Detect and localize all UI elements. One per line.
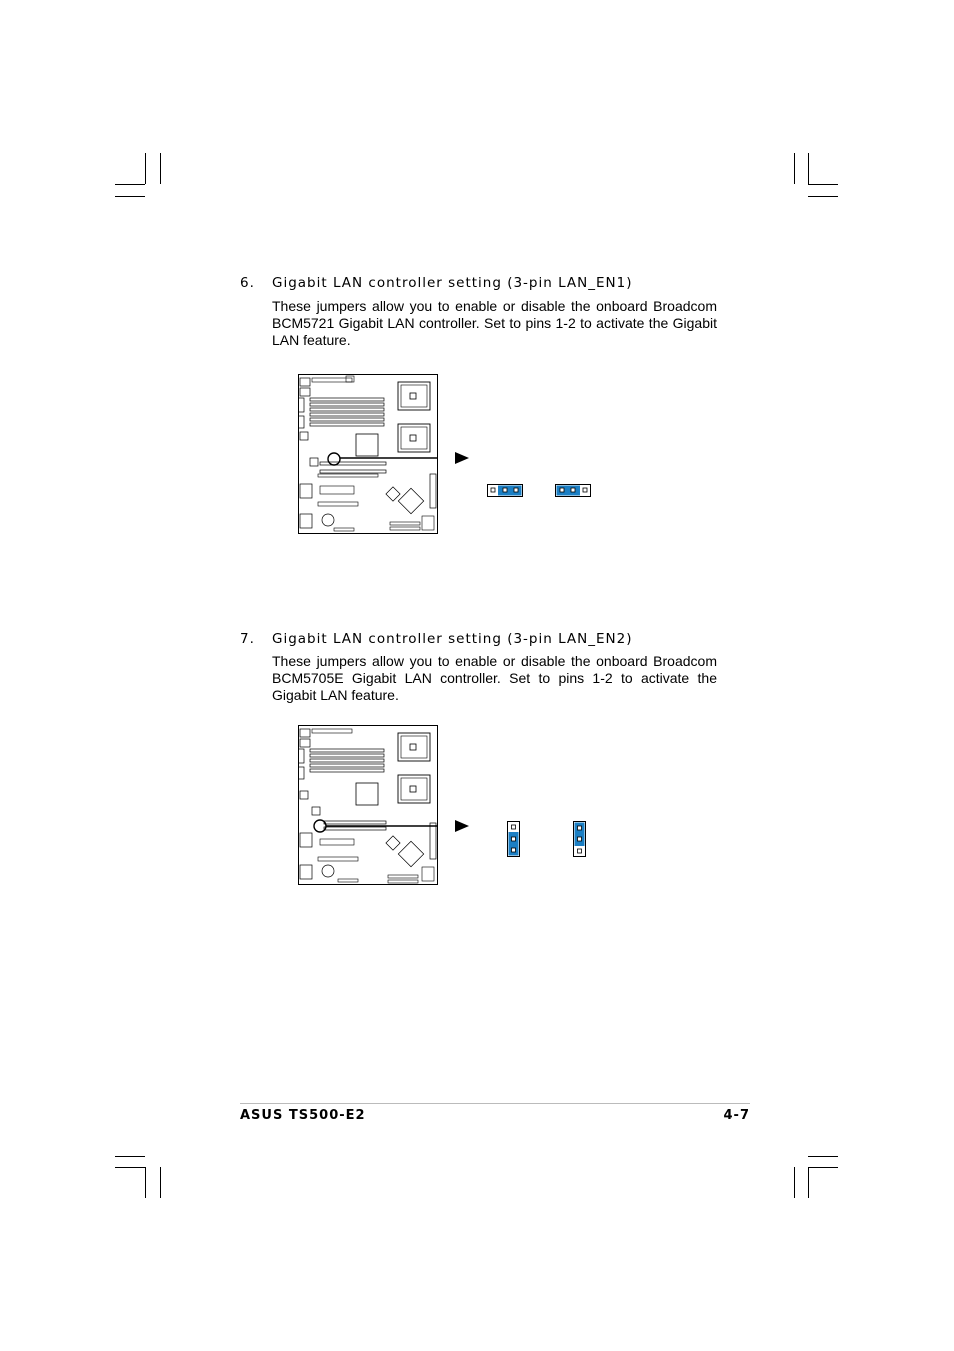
jumper-lan-en2-setting-a	[507, 821, 520, 857]
section-7-number: 7.	[240, 631, 255, 647]
footer-page-number: 4-7	[723, 1108, 750, 1123]
section-6-title: Gigabit LAN controller setting (3-pin LAN_EN1)	[272, 275, 633, 291]
arrow-head-icon	[455, 820, 469, 832]
motherboard-diagram-lan-en2	[298, 725, 438, 885]
jumper-lan-en2-setting-b	[573, 821, 586, 857]
motherboard-diagram-lan-en1	[298, 374, 438, 534]
section-6-number: 6.	[240, 275, 255, 291]
section-6-body: These jumpers allow you to enable or disable the onboard Broadcom BCM5721 Gigabit LAN controller. Set to pins 1-2 to activate the Gigabit LAN feature.	[272, 298, 717, 348]
arrow-head-icon	[455, 452, 469, 464]
section-7-body: These jumpers allow you to enable or disable the onboard Broadcom BCM5705E Gigabit LAN controller. Set to pins 1-2 to activate the Gigabit LAN feature.	[272, 653, 717, 703]
section-6-heading	[240, 275, 633, 291]
section-7-title: Gigabit LAN controller setting (3-pin LAN_EN2)	[272, 631, 633, 647]
jumper-lan-en1-setting-b	[555, 484, 591, 497]
footer-rule	[240, 1103, 750, 1104]
jumper-lan-en1-setting-a	[487, 484, 523, 497]
footer-product: ASUS TS500-E2	[240, 1108, 366, 1123]
section-7-heading	[240, 631, 633, 647]
